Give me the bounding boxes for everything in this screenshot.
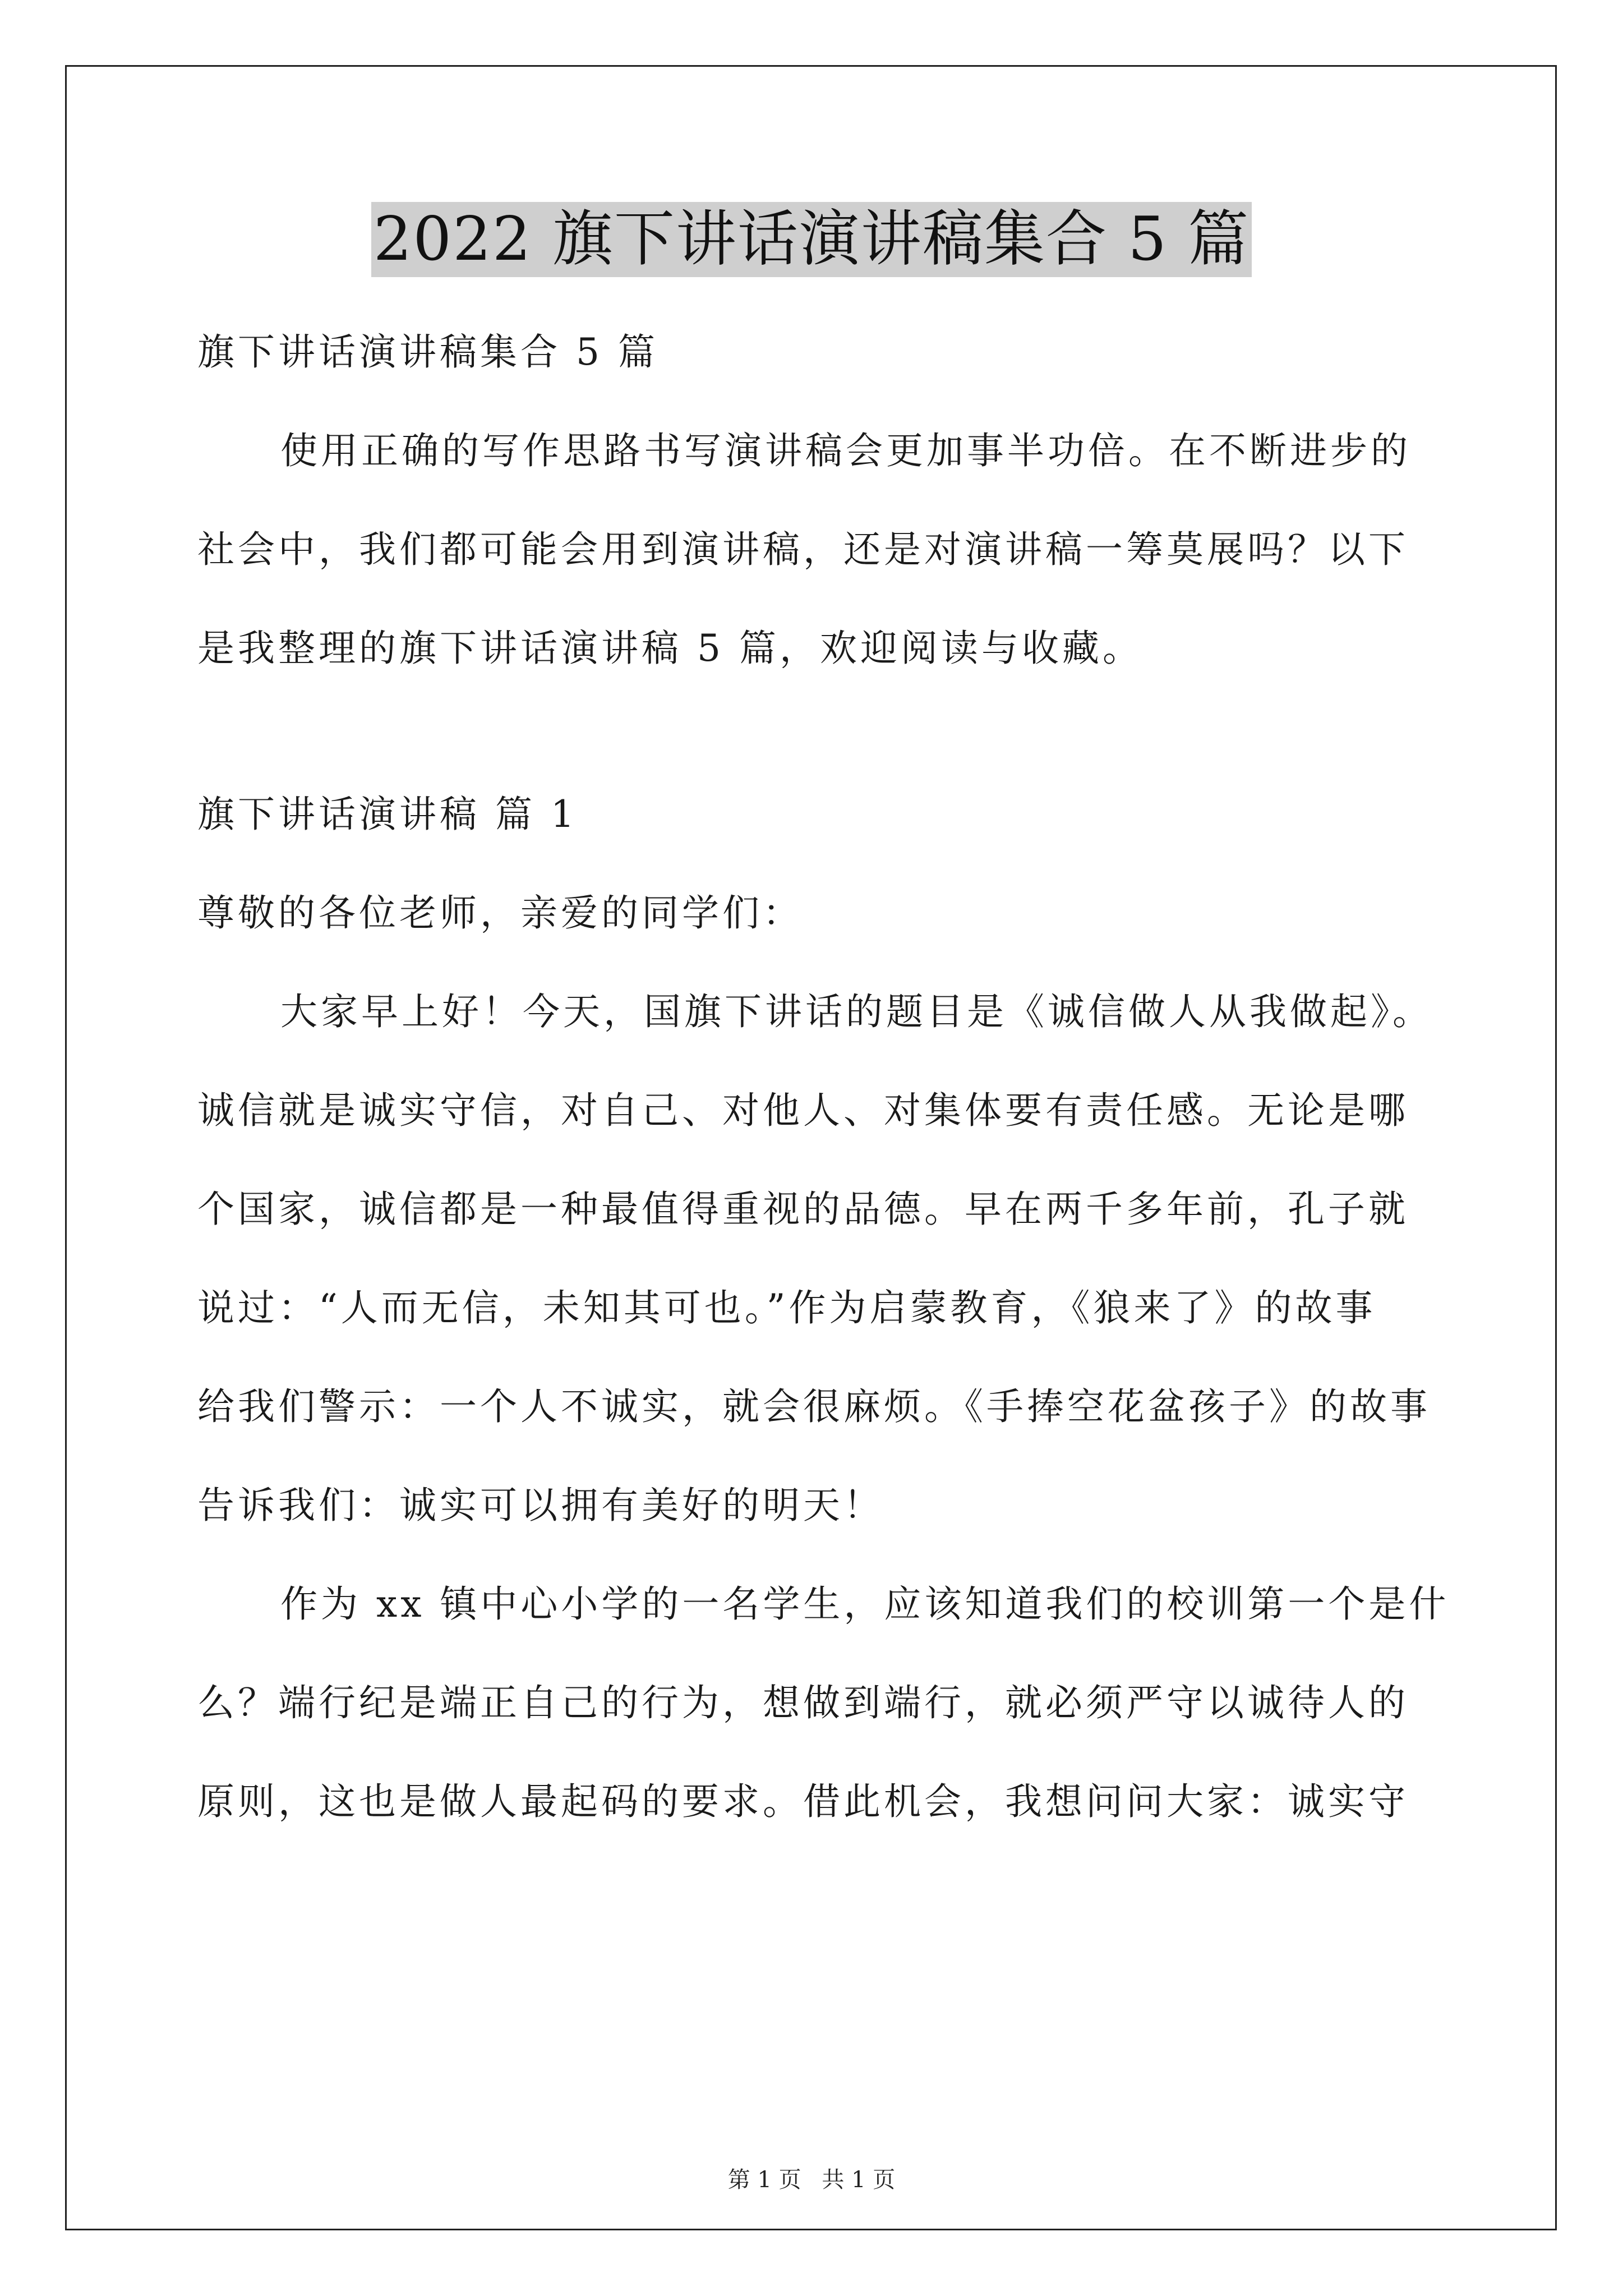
- intro-line: 使用正确的写作思路书写演讲稿会更加事半功倍。在不断进步的: [280, 429, 1411, 472]
- page-number-current: 第 1 页: [727, 2167, 801, 2193]
- document-title: 2022 旗下讲话演讲稿集合 5 篇: [371, 202, 1252, 277]
- paragraph-line: 给我们警示：一个人不诚实，就会很麻烦。《手捧空花盆孩子》的故事: [197, 1385, 1431, 1428]
- page-footer: [0, 2165, 1623, 2194]
- paragraph-line: 原则，这也是做人最起码的要求。借此机会，我想问问大家：诚实守: [197, 1780, 1409, 1823]
- section-heading: 旗下讲话演讲稿 篇 1: [197, 793, 578, 836]
- paragraph-line: 么？端行纪是端正自己的行为，想做到端行，就必须严守以诚待人的: [197, 1681, 1409, 1724]
- title-wrapper: [0, 202, 1623, 277]
- salutation: 尊敬的各位老师，亲爱的同学们：: [197, 891, 803, 935]
- paragraph-line: 诚信就是诚实守信，对自己、对他人、对集体要有责任感。无论是哪: [197, 1089, 1409, 1132]
- intro-line: 社会中，我们都可能会用到演讲稿，还是对演讲稿一筹莫展吗？以下: [197, 528, 1409, 571]
- body-paragraph-1: [197, 963, 1465, 1555]
- intro-line: 是我整理的旗下讲话演讲稿 5 篇，欢迎阅读与收藏。: [197, 627, 1143, 670]
- document-body: [197, 303, 1465, 1851]
- body-paragraph-2: [197, 1555, 1465, 1851]
- intro-paragraph: [197, 402, 1465, 698]
- paragraph-line: 大家早上好！今天，国旗下讲话的题目是《诚信做人从我做起》。: [280, 990, 1433, 1033]
- paragraph-line: 说过：“人而无信，未知其可也。”作为启蒙教育，《狼来了》的故事: [197, 1286, 1376, 1329]
- page-number-total: 共 1 页: [822, 2167, 896, 2193]
- paragraph-line: 告诉我们：诚实可以拥有美好的明天！: [197, 1484, 884, 1527]
- paragraph-line: 个国家，诚信都是一种最值得重视的品德。早在两千多年前，孔子就: [197, 1188, 1409, 1231]
- paragraph-line: 作为 xx 镇中心小学的一名学生，应该知道我们的校训第一个是什: [280, 1582, 1450, 1626]
- document-subtitle: 旗下讲话演讲稿集合 5 篇: [197, 330, 658, 374]
